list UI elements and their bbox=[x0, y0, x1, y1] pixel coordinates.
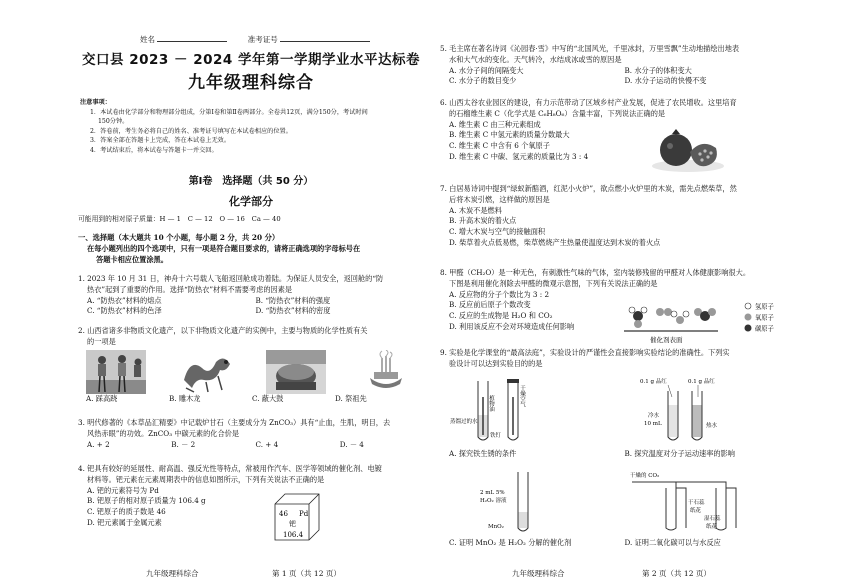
notice-item: 3．答案全部在答题卡上完成，答在本试卷上无效。 bbox=[90, 137, 231, 145]
option-c[interactable]: C. 反应的生成物是 H₂O 和 CO₂ bbox=[449, 311, 553, 321]
wood-dragon-image bbox=[176, 350, 236, 394]
notice-item: 150分钟。 bbox=[98, 118, 129, 126]
footer-right-title: 九年级理科综合 bbox=[512, 569, 565, 578]
co2-water-experiment bbox=[630, 470, 740, 536]
fig-c-label: MnO₂ bbox=[488, 524, 504, 530]
fig-c-label: 2 mL 5% bbox=[480, 490, 505, 496]
option-d[interactable]: D. 证明二氧化碳可以与水反应 bbox=[624, 538, 721, 547]
notice-item: 4．考试结束后，将本试卷与答题卡一并交回。 bbox=[90, 147, 218, 155]
exam-subtitle: 九年级理科综合 bbox=[188, 73, 314, 93]
option-a[interactable]: A. “防热衣”材料的熔点 bbox=[87, 295, 162, 305]
question-6 bbox=[440, 98, 800, 163]
question-stem: 风热赤眼”的功效。ZnCO₃ 中碳元素的化合价是 bbox=[87, 428, 240, 438]
legend-oxygen: 氧原子 bbox=[755, 314, 774, 322]
hydrogen-legend-icon bbox=[745, 303, 751, 309]
question-stem: 后将木炭引燃，这样做的原因是 bbox=[449, 194, 550, 204]
option-d[interactable]: D. 钯元素属于金属元素 bbox=[87, 517, 162, 527]
molecule-motion-experiment bbox=[640, 375, 740, 445]
option-a[interactable]: A. 钯的元素符号为 Pd bbox=[87, 485, 159, 495]
iron-rust-experiment bbox=[450, 375, 540, 447]
question-7 bbox=[440, 184, 800, 249]
option-d[interactable]: D. 祭祖先 bbox=[335, 393, 367, 403]
question-stem: 热衣”起到了重要的作用。选择“防热衣”材料不需要考虑的因素是 bbox=[87, 284, 293, 294]
mc-instruction: 答题卡相应位置涂黑。 bbox=[96, 254, 168, 264]
option-a[interactable]: A. 木炭不是燃料 bbox=[449, 205, 502, 215]
fig-a-label: 干燥空气 bbox=[519, 385, 525, 407]
element-symbol: Pd bbox=[299, 510, 309, 518]
fig-d-label: 纸花 bbox=[690, 508, 702, 514]
element-name: 钯 bbox=[289, 520, 296, 528]
ancestor-worship-image bbox=[356, 350, 416, 394]
option-a[interactable]: A. 探究铁生锈的条件 bbox=[449, 449, 517, 458]
option-b[interactable]: B. 探究温度对分子运动速率的影响 bbox=[624, 449, 735, 458]
exam-no-label: 准考证号 bbox=[247, 35, 278, 44]
question-stem: 验设计可以达到实验目的的是 bbox=[449, 358, 543, 368]
option-d[interactable]: D. 利用该反应不会对环境造成任何影响 bbox=[449, 321, 575, 331]
question-3 bbox=[78, 418, 424, 450]
atomic-number: 46 bbox=[279, 510, 288, 518]
carbon-legend-icon bbox=[745, 325, 752, 332]
exam-title: 交口县 2023 － 2024 学年第一学期学业水平达标卷 bbox=[82, 52, 420, 68]
option-c[interactable]: C. + 4 bbox=[255, 439, 279, 449]
question-stem: 9. 实验是化学课堂的“最高法庭”，实验设计的严谨性会直接影响实验结论的准确性。下列实 bbox=[440, 348, 730, 357]
atomic-mass: 106.4 bbox=[283, 531, 304, 539]
notice-item: 2．答卷前，考生务必将自己的姓名、准考证号填写在本试卷相应的位置。 bbox=[90, 127, 292, 135]
question-stem: 1. 2023 年 10 月 31 日，神舟十六号载人飞船返回舱成功着陆。为保证人员安全，返回舱的“防 bbox=[78, 274, 384, 283]
option-d[interactable]: D. 柴草着火点低易燃，柴草燃烧产生热量使温度达到木炭的着火点 bbox=[449, 237, 661, 247]
catalyst-label: 催化剂表面 bbox=[650, 336, 683, 344]
option-b[interactable]: B. － 2 bbox=[171, 439, 196, 449]
footer-left-title: 九年级理科综合 bbox=[146, 569, 199, 578]
fig-b-label: 0.1 g 品红 bbox=[688, 379, 715, 385]
section-title: 第Ⅰ卷 选择题（共 50 分） bbox=[188, 176, 314, 187]
question-5 bbox=[440, 44, 800, 87]
question-2 bbox=[78, 326, 424, 404]
student-info-header bbox=[140, 34, 388, 45]
option-a[interactable]: A. 反应物的分子个数比为 3 : 2 bbox=[449, 289, 550, 299]
question-stem: 6. 山西太谷农业园区的建设，有力示范带动了区域乡村产业发展，促进了农民增收。这里培育 bbox=[440, 98, 737, 107]
option-b[interactable]: B. “防热衣”材料的强度 bbox=[255, 295, 331, 305]
option-d[interactable]: D. 维生素 C 中碳、氢元素的质量比为 3 : 4 bbox=[449, 151, 589, 161]
name-blank[interactable] bbox=[157, 34, 227, 42]
question-stem: 的石榴维生素 C（化学式是 C₆H₈O₆）含量丰富，下列说法正确的是 bbox=[449, 108, 666, 118]
question-2-images bbox=[86, 350, 416, 394]
question-stem: 2. 山西省诸多非物质文化遗产，以下非物质文化遗产的实例中，主要与物质的化学性质有关 bbox=[78, 326, 368, 335]
option-d[interactable]: D. “防热衣”材料的密度 bbox=[255, 306, 331, 316]
fig-c-label: H₂O₂ 溶液 bbox=[480, 498, 507, 504]
question-stem: 水和大气水的变化。天气转冷，水结成冰或雪的原因是 bbox=[449, 54, 622, 64]
option-a[interactable]: A. 踩高跷 bbox=[86, 393, 118, 403]
option-b[interactable]: B. 升高木炭的着火点 bbox=[449, 216, 517, 226]
name-label: 姓名 bbox=[140, 35, 155, 44]
big-drum-image bbox=[266, 350, 326, 394]
fig-b-label: 0.1 g 品红 bbox=[640, 379, 667, 385]
option-a[interactable]: A. 维生素 C 由三种元素组成 bbox=[449, 119, 541, 129]
legend-carbon: 碳原子 bbox=[755, 325, 774, 333]
stilt-walking-image bbox=[86, 350, 146, 394]
option-c[interactable]: C. 钯原子的质子数是 46 bbox=[87, 507, 166, 517]
option-b[interactable]: B. 水分子的体积变大 bbox=[624, 65, 692, 75]
fig-a-label: 植物油 bbox=[488, 395, 494, 412]
question-2-options bbox=[86, 394, 418, 405]
option-d[interactable]: D. 水分子运动的快慢不变 bbox=[624, 76, 707, 86]
legend-hydrogen: 氢原子 bbox=[755, 303, 774, 311]
fig-b-label: 热水 bbox=[706, 423, 718, 429]
palladium-element-cell bbox=[273, 492, 321, 542]
option-c[interactable]: C. 维生素 C 中含有 6 个氧原子 bbox=[449, 141, 550, 151]
formaldehyde-reaction-diagram bbox=[620, 298, 800, 348]
fig-d-label: 干燥的 CO₂ bbox=[630, 473, 660, 479]
fig-d-label: 湿石蕊 bbox=[704, 516, 721, 522]
option-d[interactable]: D. － 4 bbox=[339, 439, 364, 449]
question-stem: 3. 明代修著的《本草品汇精要》中记载炉甘石（主要成分为 ZnCO₃）具有“止血，生肌，明目，去 bbox=[78, 418, 391, 427]
fig-a-label: 蒸馏过的水 bbox=[450, 419, 478, 425]
notice-heading: 注意事项： bbox=[80, 99, 111, 106]
question-4 bbox=[78, 464, 424, 529]
option-a[interactable]: A. + 2 bbox=[87, 439, 110, 449]
footer-left-page: 第 1 页（共 12 页） bbox=[272, 569, 341, 578]
atomic-mass-line: 可能用到的相对原子质量：H — 1 C — 12 O — 16 Ca — 40 bbox=[78, 215, 281, 223]
fig-b-label: 冷水 bbox=[648, 413, 660, 419]
option-b[interactable]: B. 雕木龙 bbox=[169, 393, 201, 403]
question-9 bbox=[440, 348, 800, 370]
mc-instruction: 在每小题列出的四个选项中，只有一项是符合题目要求的，请将正确选项的字母标号在 bbox=[87, 243, 361, 253]
question-stem: 4. 钯具有较好的延展性、耐高温、强反光性等特点，常被用作汽车、医学等领域的催化剂、电镀 bbox=[78, 464, 382, 473]
option-c[interactable]: C. 水分子的数目变少 bbox=[449, 76, 517, 86]
pomegranate-image bbox=[650, 126, 726, 174]
catalyst-experiment bbox=[480, 470, 550, 536]
question-1 bbox=[78, 274, 424, 317]
question-stem: 7. 白居易诗词中提到“绿蚁新醅酒，红泥小火炉”，欲点燃小火炉里的木炭，需先点燃柴草，然 bbox=[440, 184, 737, 193]
option-b[interactable]: B. 钯原子的相对原子质量为 106.4 g bbox=[87, 496, 206, 506]
oxygen-legend-icon bbox=[745, 314, 752, 321]
question-9-options-cd bbox=[440, 538, 800, 549]
question-stem: 8. 甲醛（CH₂O）是一种无色，有刺激性气味的气体，室内装修残留的甲醛对人体健康影响很大。 bbox=[440, 268, 751, 277]
fig-d-label: 干石蕊 bbox=[688, 500, 705, 506]
question-9-options-ab bbox=[440, 449, 800, 460]
fig-a-label: 铁钉 bbox=[490, 433, 502, 439]
notice-item: 1．本试卷由化学部分和物理部分组成，分第Ⅰ卷和第Ⅱ卷两部分。全卷共12页，满分150分，考试时间 bbox=[90, 108, 368, 116]
option-c[interactable]: C. 增大木炭与空气的接触面积 bbox=[449, 227, 546, 237]
fig-d-label: 纸花 bbox=[706, 524, 718, 530]
question-stem: 5. 毛主席在著名诗词《沁园春·雪》中写的“北国风光，千里冰封，万里雪飘”生动地描绘出地表 bbox=[440, 44, 740, 53]
question-stem: 材料等。钯元素在元素周期表中的信息如图所示，下列有关说法不正确的是 bbox=[87, 474, 325, 484]
question-stem: 的一项是 bbox=[87, 336, 116, 346]
part-title: 化学部分 bbox=[229, 195, 273, 208]
option-b[interactable]: B. 维生素 C 中氢元素的质量分数最大 bbox=[449, 130, 570, 140]
notice-block bbox=[80, 98, 420, 156]
option-b[interactable]: B. 反应前后原子个数改变 bbox=[449, 300, 531, 310]
mc-heading: 一、选择题（本大题共 10 个小题，每小题 2 分，共 20 分） bbox=[78, 233, 280, 242]
mc-instructions bbox=[78, 233, 424, 266]
option-c[interactable]: C. 蔽大鼓 bbox=[252, 393, 284, 403]
option-c[interactable]: C. 证明 MnO₂ 是 H₂O₂ 分解的催化剂 bbox=[449, 538, 572, 547]
option-a[interactable]: A. 水分子间的间隔变大 bbox=[449, 65, 524, 75]
molecule-group bbox=[629, 307, 716, 328]
option-c[interactable]: C. “防热衣”材料的色泽 bbox=[87, 306, 162, 316]
footer-right-page: 第 2 页（共 12 页） bbox=[642, 569, 711, 578]
question-stem: 下图是利用催化剂除去甲醛的微观示意图，下列有关说法正确的是 bbox=[449, 278, 658, 288]
fig-b-label: 10 mL bbox=[644, 421, 662, 427]
exam-no-blank[interactable] bbox=[280, 34, 370, 42]
